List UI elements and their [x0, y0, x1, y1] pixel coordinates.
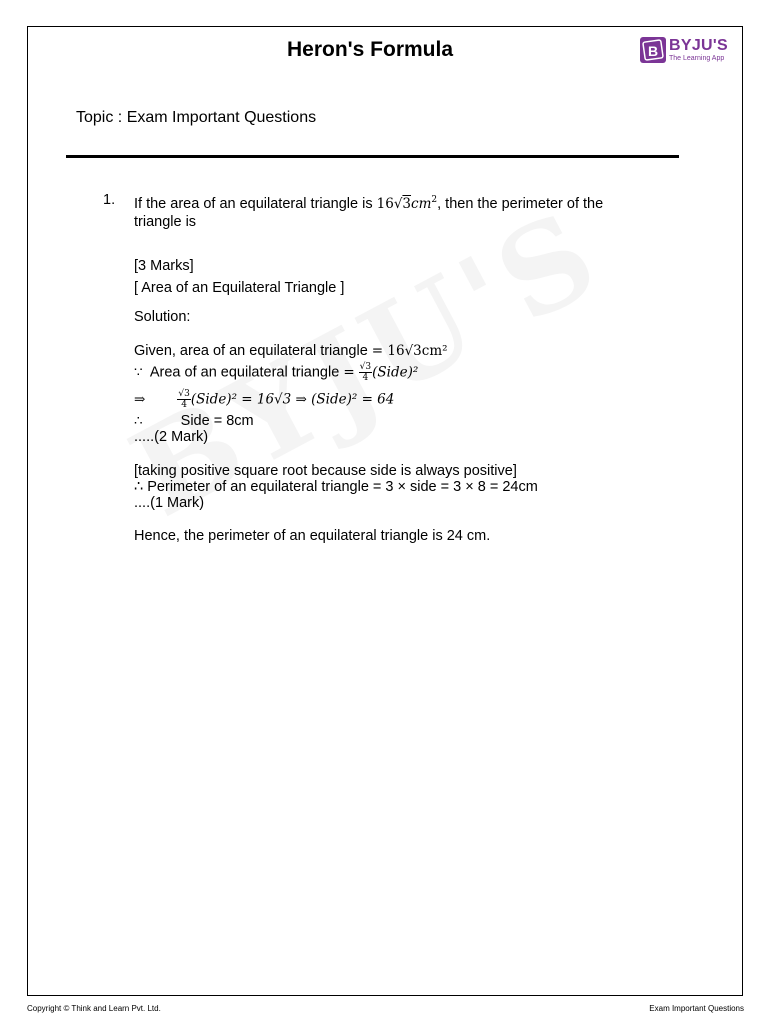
area-coef: 16: [376, 195, 394, 212]
formula-line: [134, 362, 418, 383]
formula-rhs: (Side)²: [372, 364, 419, 381]
therefore-symbol: ∴: [134, 413, 143, 429]
marks-label: [3 Marks]: [134, 258, 194, 274]
given-line: [134, 343, 448, 360]
given-text: Given, area of an equilateral triangle: [134, 343, 368, 359]
mark-note-1: .....(2 Mark): [134, 429, 209, 445]
topic-heading: Topic : Exam Important Questions: [76, 109, 317, 126]
logo-b-icon: [640, 37, 666, 63]
footer-label: Exam Important Questions: [649, 1004, 744, 1013]
step-fraction: [177, 389, 190, 410]
step-frac-num: √3: [178, 389, 190, 399]
footer-copyright: Copyright © Think and Learn Pvt. Ltd.: [27, 1004, 161, 1013]
question-text-part2: , then the perimeter of the: [437, 195, 604, 212]
frac-num: √3: [359, 362, 372, 372]
step-rhs: (Side)² = 16√3 ⇒ (Side)² = 64: [190, 391, 395, 408]
because-symbol: ∵: [134, 364, 143, 381]
side-line: [134, 413, 254, 430]
perimeter-line: ∴ Perimeter of an equilateral triangle = 3 × side = 3 × 8 = 24cm: [134, 479, 538, 495]
mark-note-2: ....(1 Mark): [134, 495, 205, 511]
question-text-part1: If the area of an equilateral triangle is: [134, 195, 373, 212]
divider: [66, 155, 679, 158]
area-exp: 2: [431, 195, 438, 205]
fraction: [359, 362, 372, 383]
step-frac-den: 4: [181, 400, 187, 410]
page-title: Heron's Formula: [286, 38, 454, 61]
question-text-line2: triangle is: [134, 214, 197, 230]
question-text: If the area of an equilateral triangle is $16√3cm^2$, then the perimeter of the: [134, 195, 604, 212]
step-line: [134, 389, 394, 410]
logo-name: BYJU'S: [669, 37, 728, 54]
svg-text:B: B: [648, 43, 659, 59]
logo-tagline: The Learning App: [669, 55, 725, 62]
side-result: Side = 8cm: [180, 413, 254, 429]
formula-eq: =: [343, 364, 355, 381]
given-rhs: = 16√3cm²: [371, 343, 448, 359]
area-root: 3: [402, 195, 412, 212]
brand-logo: [640, 36, 728, 64]
implies-symbol: ⇒: [134, 391, 146, 408]
positive-root-note: [taking positive square root because side is always positive]: [134, 463, 517, 479]
conclusion: Hence, the perimeter of an equilateral triangle is 24 cm.: [134, 528, 491, 544]
solution-label: Solution:: [134, 309, 191, 325]
category-label: [ Area of an Equilateral Triangle ]: [134, 280, 345, 296]
question-number: 1.: [103, 192, 116, 208]
frac-den: 4: [362, 373, 369, 383]
formula-text: Area of an equilateral triangle: [149, 364, 340, 381]
area-unit: cm: [411, 195, 432, 212]
